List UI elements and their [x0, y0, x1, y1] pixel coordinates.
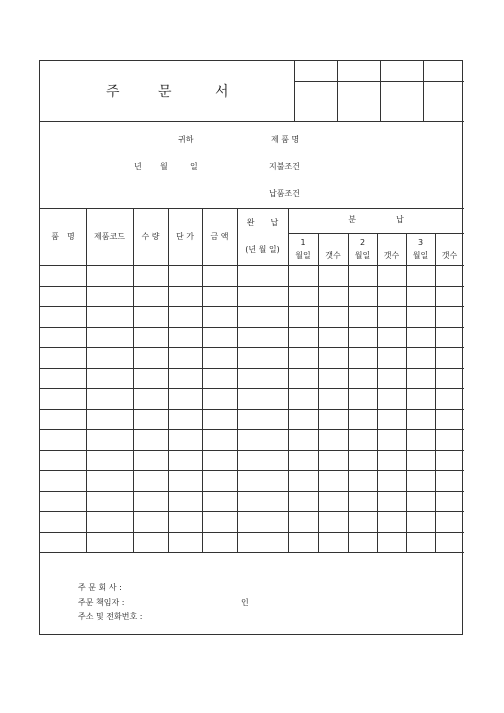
table-row: [40, 450, 464, 451]
header-completion: 완 납: [246, 218, 279, 227]
installment-3-date: 월일: [412, 251, 429, 260]
payment-terms-label: 지불조건: [269, 162, 300, 171]
title-separator: [40, 121, 464, 122]
header-product-code: 제품코드: [94, 232, 125, 241]
header-completion-date: (년 월 일): [245, 245, 280, 254]
table-row: [40, 286, 464, 287]
header-amount: 금 액: [210, 232, 229, 241]
column-divider: [435, 233, 436, 552]
title-char-2: 문: [158, 84, 172, 100]
header-item-name: 품 명: [51, 232, 75, 241]
header-unit-price: 단 가: [176, 232, 194, 241]
seal-mark: 인: [241, 598, 249, 607]
table-row: [40, 388, 464, 389]
installment-2-qty: 갯수: [383, 251, 400, 260]
column-divider: [168, 208, 169, 552]
order-manager-label: 주문 책임자 :: [78, 598, 125, 607]
column-divider: [348, 233, 349, 552]
table-row: [40, 265, 464, 266]
delivery-terms-label: 납품조건: [269, 189, 300, 198]
installment-1-date: 월일: [295, 251, 311, 260]
installment-3-no: 3: [417, 238, 424, 247]
approval-divider: [423, 61, 424, 121]
installment-header-line: [288, 233, 464, 234]
table-row: [40, 347, 464, 348]
title-char-3: 서: [215, 84, 229, 100]
title-char-1: 주: [106, 84, 120, 100]
table-row: [40, 532, 464, 533]
column-divider: [406, 233, 407, 552]
table-row: [40, 470, 464, 471]
approval-divider: [294, 61, 295, 121]
approval-divider: [380, 61, 381, 121]
table-row: [40, 327, 464, 328]
header-installment: 분 납: [348, 215, 404, 224]
installment-1-no: 1: [300, 238, 306, 247]
address-phone-label: 주소 및 전화번호 :: [78, 612, 143, 621]
header-quantity: 수 량: [141, 232, 160, 241]
table-row: [40, 306, 464, 307]
table-row: [40, 429, 464, 430]
column-divider: [86, 208, 87, 552]
column-divider: [202, 208, 203, 552]
approval-divider: [337, 61, 338, 121]
ordering-company-label: 주 문 회 사 :: [78, 583, 122, 592]
column-divider: [133, 208, 134, 552]
product-name-label: 제 품 명: [271, 135, 300, 144]
approval-divider: [294, 81, 464, 82]
installment-3-qty: 갯수: [441, 251, 458, 260]
installment-1-qty: 갯수: [325, 251, 341, 260]
column-divider: [318, 233, 319, 552]
date-month: 월: [160, 162, 168, 171]
recipient-label: 귀하: [178, 135, 194, 144]
table-row: [40, 368, 464, 369]
date-day: 일: [190, 162, 198, 171]
table-row: [40, 409, 464, 410]
column-divider: [237, 208, 238, 552]
installment-2-date: 월일: [354, 251, 371, 260]
table-row: [40, 511, 464, 512]
installment-2-no: 2: [359, 238, 366, 247]
order-form: [39, 60, 463, 635]
table-row: [40, 491, 464, 492]
column-divider: [377, 233, 378, 552]
date-year: 년: [134, 162, 142, 171]
table-top: [40, 208, 464, 209]
table-row: [40, 552, 464, 553]
